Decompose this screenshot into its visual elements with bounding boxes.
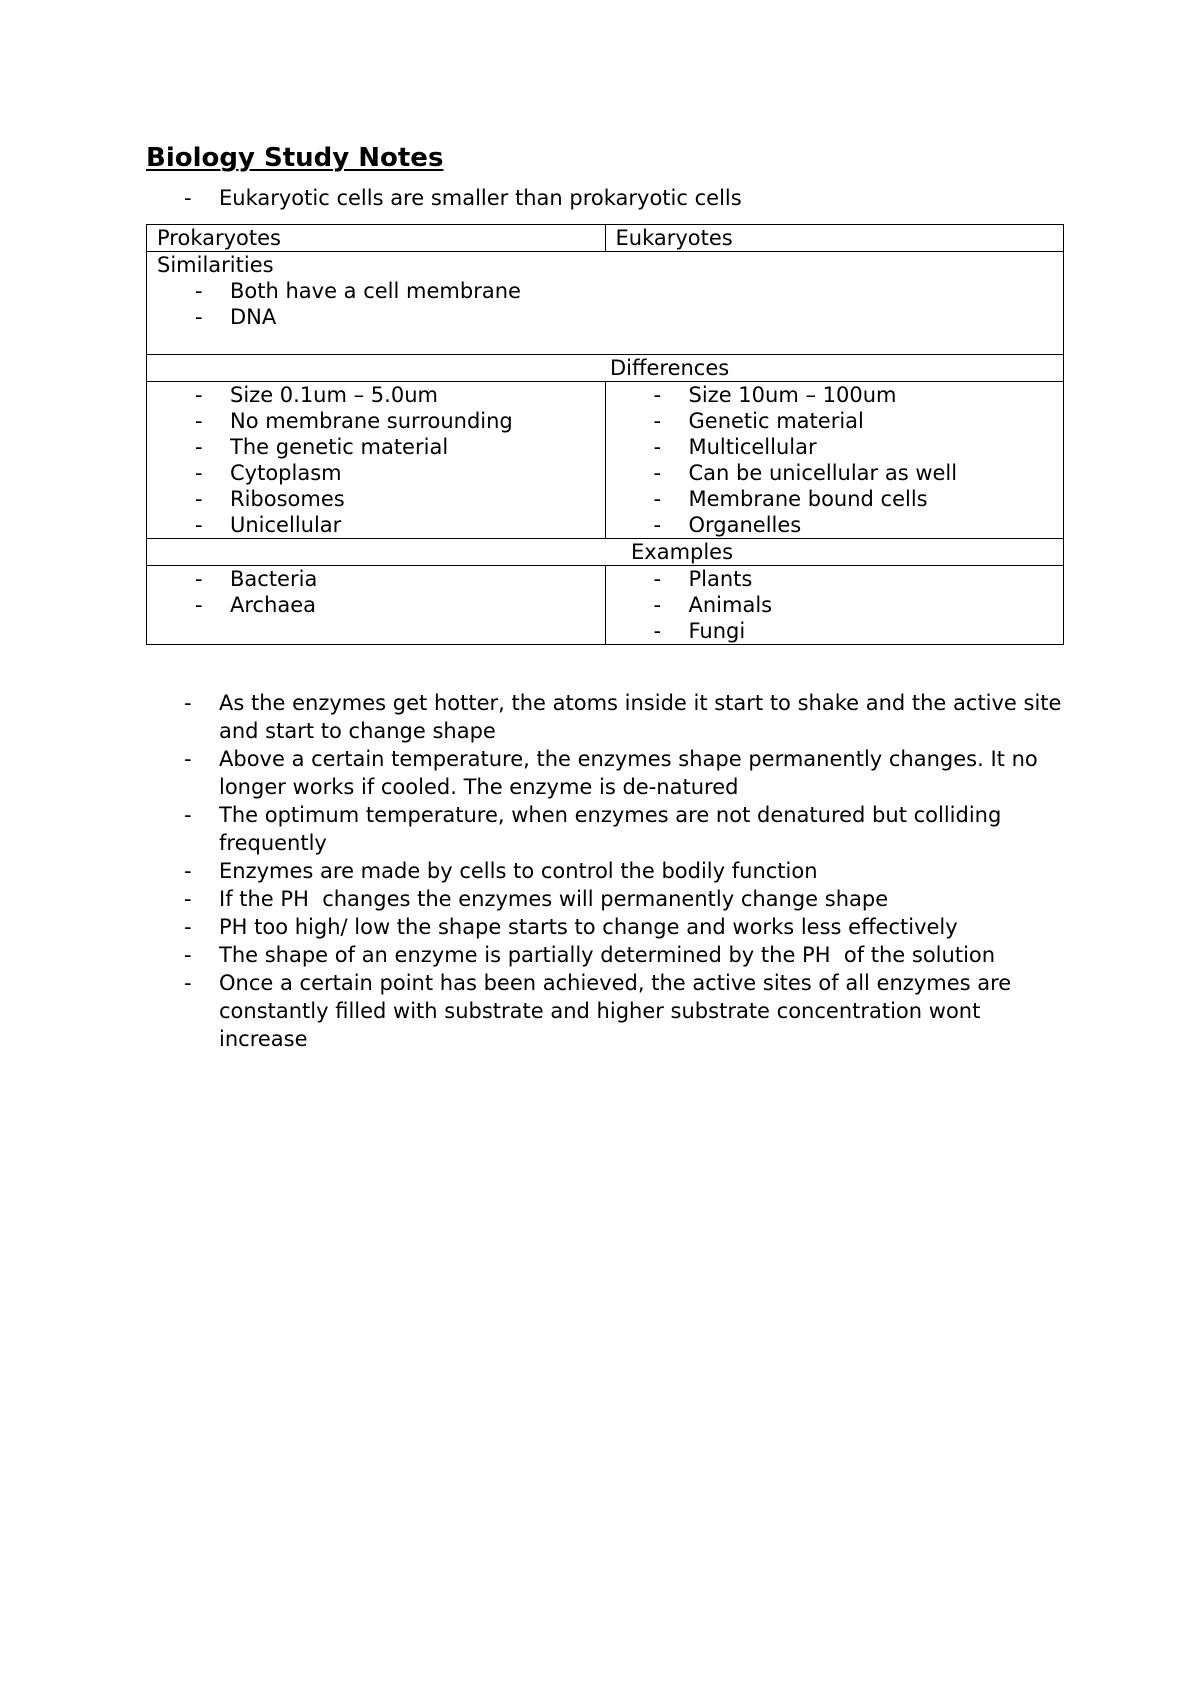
- note-item: [146, 801, 1066, 857]
- list-item-text: Ribosomes: [230, 487, 345, 511]
- note-text: PH too high/ low the shape starts to change and works less effectively: [219, 915, 958, 939]
- note-text: The optimum temperature, when enzymes are not denatured but colliding frequently: [219, 803, 1002, 855]
- list-item: [157, 512, 595, 538]
- intro-item-text: Eukaryotic cells are smaller than prokaryotic cells: [219, 186, 742, 210]
- bullet-dash: -: [653, 435, 662, 459]
- list-item-text: Animals: [688, 593, 773, 617]
- note-text: Enzymes are made by cells to control the bodily function: [219, 859, 818, 883]
- enzyme-notes-list: [146, 689, 1066, 1053]
- similarities-label: Similarities: [157, 253, 274, 277]
- examples-row: [147, 566, 1064, 645]
- list-item-text: Can be unicellular as well: [688, 461, 958, 485]
- bullet-dash: -: [653, 567, 662, 591]
- bullet-dash: -: [184, 971, 192, 995]
- list-item: [616, 618, 1054, 644]
- list-item: [157, 304, 1053, 330]
- list-item-text: The genetic material: [230, 435, 449, 459]
- bullet-dash: -: [195, 279, 203, 303]
- bullet-dash: -: [653, 409, 662, 433]
- note-text: As the enzymes get hotter, the atoms inside it start to shake and the active site and start to change shape: [219, 691, 1062, 743]
- note-text: The shape of an enzyme is partially determined by the PH of the solution: [219, 943, 996, 967]
- bullet-dash: -: [184, 186, 192, 210]
- list-item: [157, 460, 595, 486]
- list-item-text: Size 10um – 100um: [688, 383, 897, 407]
- list-item: [157, 592, 595, 618]
- note-item: [146, 941, 1066, 969]
- differences-eukaryotes-list: [616, 382, 1054, 538]
- bullet-dash: -: [184, 747, 192, 771]
- note-item: [146, 969, 1066, 1053]
- examples-label-row: [147, 539, 1064, 566]
- list-item: [157, 566, 595, 592]
- page-title: Biology Study Notes: [146, 143, 444, 173]
- list-item-text: Bacteria: [230, 567, 318, 591]
- note-item: [146, 913, 1066, 941]
- list-item: [616, 566, 1054, 592]
- differences-prokaryotes-cell: [147, 382, 606, 539]
- list-item-text: Fungi: [688, 619, 746, 643]
- bullet-dash: -: [653, 619, 662, 643]
- bullet-dash: -: [195, 305, 203, 329]
- differences-eukaryotes-cell: [605, 382, 1064, 539]
- list-item-text: No membrane surrounding: [230, 409, 513, 433]
- list-item: [157, 408, 595, 434]
- list-item-text: Organelles: [688, 513, 802, 537]
- bullet-dash: -: [195, 435, 203, 459]
- examples-eukaryotes-cell: [605, 566, 1064, 645]
- bullet-dash: -: [184, 887, 192, 911]
- list-item-text: Plants: [688, 567, 753, 591]
- bullet-dash: -: [195, 487, 203, 511]
- list-item: [616, 408, 1054, 434]
- bullet-dash: -: [184, 859, 192, 883]
- list-item-text: Archaea: [230, 593, 317, 617]
- differences-label-row: [147, 355, 1064, 382]
- list-item-text: Cytoplasm: [230, 461, 342, 485]
- bullet-dash: -: [184, 943, 192, 967]
- list-item: [616, 486, 1054, 512]
- differences-label: Differences: [610, 356, 730, 380]
- note-text: Above a certain temperature, the enzymes shape permanently changes. It no longer works if cooled. The enzyme is de-natured: [219, 747, 1038, 799]
- document-page: [146, 140, 1066, 1053]
- examples-label-cell: [147, 539, 1064, 566]
- note-text: Once a certain point has been achieved, the active sites of all enzymes are constantly filled with substrate and higher substrate concentration wont increase: [219, 971, 1012, 1051]
- similarities-row: [147, 252, 1064, 355]
- differences-prokaryotes-list: [157, 382, 595, 538]
- bullet-dash: -: [653, 593, 662, 617]
- bullet-dash: -: [184, 915, 192, 939]
- similarities-list: [157, 278, 1053, 330]
- bullet-dash: -: [653, 461, 662, 485]
- bullet-dash: -: [195, 409, 203, 433]
- similarities-cell: [147, 252, 1064, 355]
- intro-item: [146, 184, 1066, 212]
- list-item: [157, 434, 595, 460]
- intro-list: [146, 184, 1066, 212]
- note-item: [146, 745, 1066, 801]
- note-item: [146, 857, 1066, 885]
- bullet-dash: -: [653, 513, 662, 537]
- examples-label: Examples: [631, 540, 734, 564]
- list-item: [616, 592, 1054, 618]
- differences-label-cell: [147, 355, 1064, 382]
- bullet-dash: -: [195, 461, 203, 485]
- bullet-dash: -: [195, 383, 203, 407]
- bullet-dash: -: [653, 487, 662, 511]
- cell-comparison-table: [146, 224, 1064, 645]
- list-item: [616, 512, 1054, 538]
- bullet-dash: -: [653, 383, 662, 407]
- table-header-row: [147, 225, 1064, 252]
- bullet-dash: -: [195, 513, 203, 537]
- examples-eukaryotes-list: [616, 566, 1054, 644]
- list-item: [157, 382, 595, 408]
- differences-row: [147, 382, 1064, 539]
- list-item-text: Multicellular: [688, 435, 817, 459]
- note-item: [146, 885, 1066, 913]
- list-item-text: Membrane bound cells: [688, 487, 928, 511]
- examples-prokaryotes-cell: [147, 566, 606, 645]
- list-item-text: Genetic material: [688, 409, 864, 433]
- list-item: [157, 278, 1053, 304]
- list-item-text: DNA: [230, 305, 277, 329]
- list-item: [157, 486, 595, 512]
- list-item-text: Unicellular: [230, 513, 342, 537]
- bullet-dash: -: [195, 567, 203, 591]
- list-item: [616, 434, 1054, 460]
- bullet-dash: -: [195, 593, 203, 617]
- note-text: If the PH changes the enzymes will permanently change shape: [219, 887, 889, 911]
- note-item: [146, 689, 1066, 745]
- header-eukaryotes: Eukaryotes: [605, 225, 1064, 252]
- list-item: [616, 460, 1054, 486]
- header-prokaryotes: Prokaryotes: [147, 225, 606, 252]
- examples-prokaryotes-list: [157, 566, 595, 618]
- list-item: [616, 382, 1054, 408]
- list-item-text: Size 0.1um – 5.0um: [230, 383, 438, 407]
- list-item-text: Both have a cell membrane: [230, 279, 521, 303]
- bullet-dash: -: [184, 691, 192, 715]
- bullet-dash: -: [184, 803, 192, 827]
